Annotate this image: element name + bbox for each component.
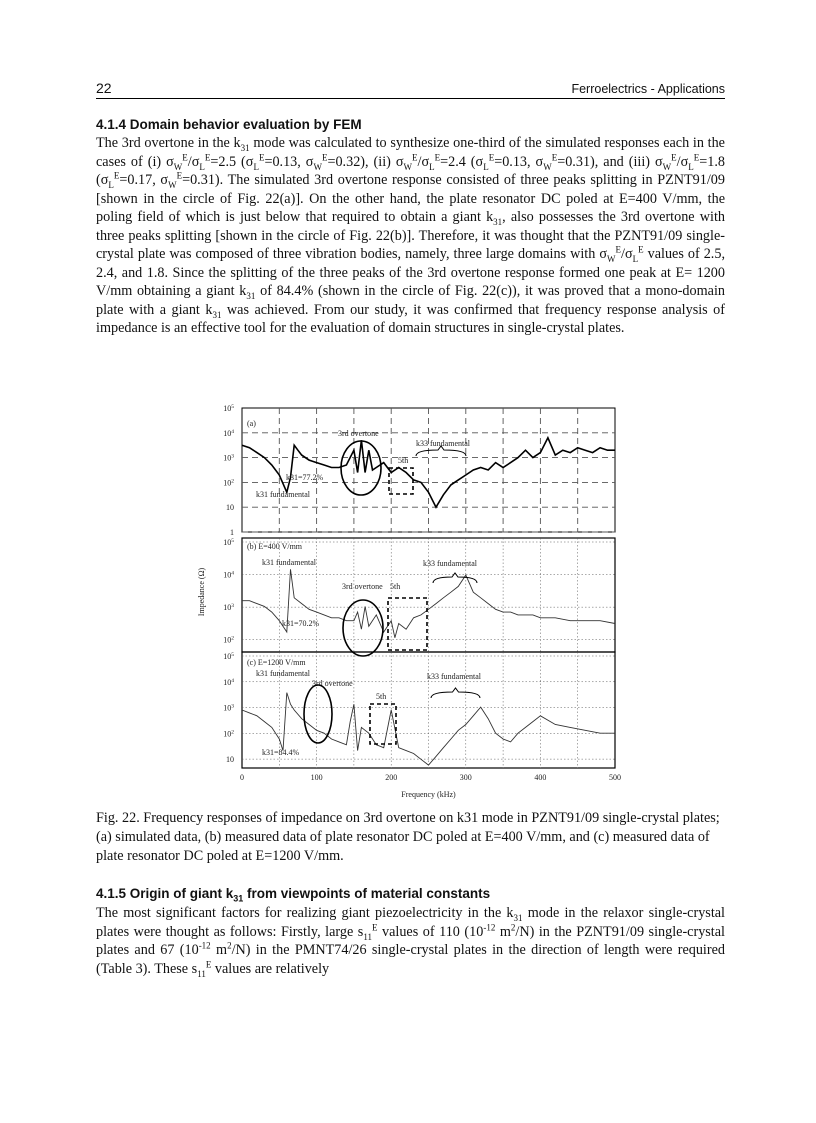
section-4-1-5-body: The most significant factors for realizing giant piezoelectricity in the $k_{31}$ mode in the relaxor single-crystal plates were thought as follows: Firstly, large $s_{11}^E$ values of 110 ($10^{-12}$ $m^2/N$) in the PZNT91/09 single-crystal plates and 67 ($10^{-12}$ $m^2/N$) in the PMNT74/26 single-crystal plates in the direction of length were required (Table 3). These $s_{11}^E$ values are relatively <box>96 905 725 979</box>
running-title: Ferroelectrics - Applications <box>571 82 725 96</box>
y-tick-label: 10 <box>226 503 234 513</box>
annotation-k31-value: k31=70.2% <box>282 619 320 628</box>
annotation-k31-fund: k31 fundamental <box>262 558 316 567</box>
impedance-figure <box>190 402 640 804</box>
y-tick-label: $10^3$ <box>223 703 234 713</box>
y-tick-label: $10^5$ <box>223 652 234 661</box>
y-tick-label: $10^4$ <box>223 570 234 580</box>
section-title-4-1-5: 4.1.5 Origin of giant $k_{31}$ from viewpoints of material constants <box>96 886 491 904</box>
panel-label: (a) <box>247 419 256 428</box>
overtone-circle <box>304 685 332 743</box>
figure-caption: Fig. 22. Frequency responses of impedance on 3rd overtone on k31 mode in PZNT91/09 single-crystal plates; (a) simulated data, (b) measured data of plate resonator DC poled at E=400 V/mm, and (c) measured data of plate resonator DC poled at E=1200 V/mm. <box>96 810 720 864</box>
annotation-fifth: 5th <box>398 456 409 465</box>
y-tick-label: $10^2$ <box>223 478 234 488</box>
annotation-k31-value: k31=84.4% <box>262 748 300 757</box>
annotation-overtone: 3rd overtone <box>338 429 379 438</box>
y-axis-label: Impedance (Ω) <box>197 567 206 617</box>
x-axis-label: Frequency (kHz) <box>401 790 456 799</box>
section-title-4-1-4: 4.1.4 Domain behavior evaluation by FEM <box>96 117 362 132</box>
panel-label: (b) E=400 V/mm <box>247 542 303 551</box>
annotation-k31-value: k31=77.2% <box>286 473 324 482</box>
y-tick-label: $10^3$ <box>223 603 234 613</box>
y-tick-label: $10^4$ <box>223 428 234 438</box>
panel-label: (c) E=1200 V/mm <box>247 658 306 667</box>
y-tick-label: $10^5$ <box>223 538 234 547</box>
annotation-overtone: 3rd overtone <box>312 679 353 688</box>
x-tick-label: 300 <box>459 773 472 782</box>
k33-brace <box>431 688 480 698</box>
y-tick-label: $10^2$ <box>223 729 234 739</box>
y-tick-label: $10^2$ <box>223 635 234 645</box>
annotation-k33-fund: k33 fundamental <box>416 439 470 448</box>
annotation-k31-fund: k31 fundamental <box>256 490 310 499</box>
x-tick-label: 400 <box>534 773 547 782</box>
x-tick-label: 0 <box>240 773 244 782</box>
fifth-box <box>370 704 396 744</box>
annotation-fifth: 5th <box>390 582 401 591</box>
y-tick-label: $10^5$ <box>223 404 234 413</box>
annotation-k33-fund: k33 fundamental <box>427 672 481 681</box>
section-4-1-4-body: The 3rd overtone in the $k_{31}$ mode was calculated to synthesize one-third of the simulated responses each in the cases of (i) $\sigma_W^E/\sigma_L^E=2.5$ ($\sigma_L^E=0.13$, $\sigma_W^E=0.32$), (ii) $\sigma_W^E/\sigma_L^E=2.4$ ($\sigma_L^E=0.13$, $\sigma_W^E=0.31$), and (iii) $\sigma_W^E/\sigma_L^E=1.8$ ($\sigma_L^E=0.17$, $\sigma_W^E=0.31$). The simulated 3rd overtone response consisted of three peaks splitting in PZNT91/09 [shown in the circle of Fig. 22(a)]. On the other hand, the plate resonator DC poled at E=400 V/mm, the poling field of which is just below that required to obtain a giant $k_{31}$, also possesses the 3rd overtone with three peaks splitting [shown in the circle of Fig. 22(b)]. Therefore, it was thought that the PZNT91/09 single-crystal plate was composed of three vibration bodies, namely, three large domains with $\sigma_W^E/\sigma_L^E$ values of 2.5, 2.4, and 1.8. Since the splitting of the three peaks of the 3rd overtone response formed one peak at E= 1200 V/mm obtaining a giant $k_{31}$ of 84.4% (shown in the circle of Fig. 22(c)), it was proved that a mono-domain plate with a giant $k_{31}$ was achieved. From our study, it was confirmed that frequency response analysis of impedance is an effective tool for the evaluation of domain structures in single-crystal plates. <box>96 135 725 336</box>
header-rule <box>96 98 725 99</box>
y-tick-label: $10^4$ <box>223 677 234 687</box>
figure-axis-labels <box>197 404 621 799</box>
y-tick-label: 1 <box>230 528 234 537</box>
page-number: 22 <box>96 80 112 96</box>
annotation-k33-fund: k33 fundamental <box>423 559 477 568</box>
annotation-k31-fund: k31 fundamental <box>256 669 310 678</box>
annotation-fifth: 5th <box>376 692 387 701</box>
y-tick-label: 10 <box>226 755 234 765</box>
x-tick-label: 200 <box>385 773 398 782</box>
overtone-circle <box>343 600 383 656</box>
annotation-overtone: 3rd overtone <box>342 582 383 591</box>
x-tick-label: 500 <box>609 773 621 782</box>
fifth-box <box>388 598 427 650</box>
x-tick-label: 100 <box>310 773 323 782</box>
y-tick-label: $10^3$ <box>223 453 234 463</box>
